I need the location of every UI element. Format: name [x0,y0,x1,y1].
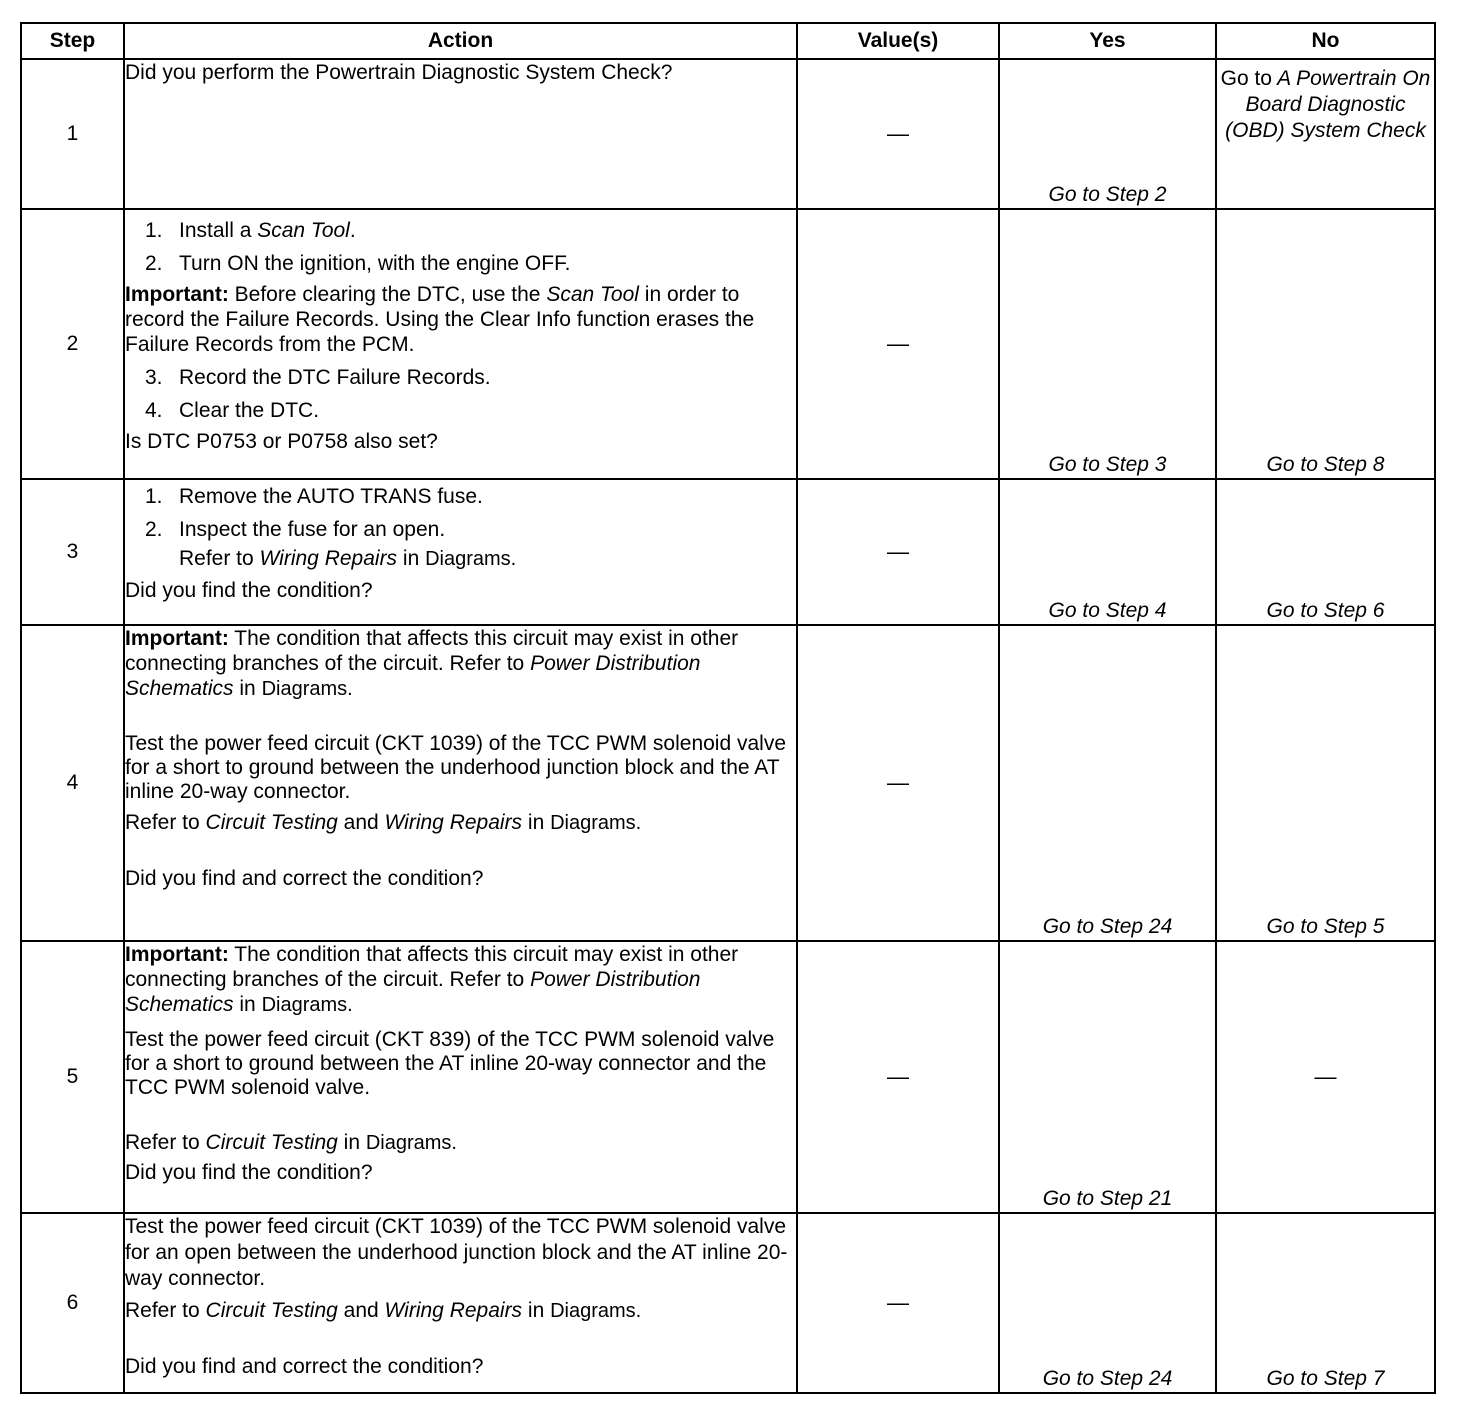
no-link[interactable]: Go to Step 6 [1216,479,1435,625]
value-cell: — [797,59,999,209]
value-cell: — [797,1213,999,1393]
step-number: 1 [21,59,124,209]
question-text: Did you perform the Powertrain Diagnostic System Check? [125,61,673,84]
header-action: Action [124,23,797,59]
step-number: 4 [21,625,124,941]
step-number: 6 [21,1213,124,1393]
no-link[interactable]: Go to Step 7 [1216,1213,1435,1393]
value-cell: — [797,479,999,625]
no-link[interactable]: Go to Step 8 [1216,209,1435,479]
action-cell [124,625,797,941]
header-row [21,23,1435,59]
diagnostic-table [20,22,1436,1394]
refer-text: Refer to Wiring Repairs in Diagrams. [179,547,517,570]
refer-text: Refer to Circuit Testing and Wiring Repairs in Diagrams. [125,1299,642,1322]
yes-link[interactable]: Go to Step 4 [999,479,1216,625]
action-cell [124,1213,797,1393]
list-item: 2. Inspect the fuse for an open. [145,518,446,541]
list-item: 4. Clear the DTC. [145,399,320,422]
action-cell [124,209,797,479]
test-instruction: Test the power feed circuit (CKT 1039) of the TCC PWM solenoid valve for a short to ground between the underhood junction block and the AT inline 20-way connector. [125,732,787,803]
step-number: 5 [21,941,124,1213]
question-text: Is DTC P0753 or P0758 also set? [125,430,438,453]
table-row-step-2 [21,209,1435,479]
important-note: Important: The condition that affects this circuit may exist in other connecting branches of the circuit. Refer to Power Distribution Schematics in Diagrams. [125,627,739,700]
no-link[interactable] [1216,59,1435,209]
header-step: Step [21,23,124,59]
list-item: 3. Record the DTC Failure Records. [145,366,491,389]
action-cell [124,59,797,209]
refer-text: Refer to Circuit Testing and Wiring Repairs in Diagrams. [125,811,642,834]
question-text: Did you find the condition? [125,579,373,602]
header-values: Value(s) [797,23,999,59]
value-cell: — [797,941,999,1213]
yes-link[interactable]: Go to Step 21 [999,941,1216,1213]
test-instruction: Test the power feed circuit (CKT 1039) of the TCC PWM solenoid valve for an open between the underhood junction block and the AT inline 20-way connector. [125,1215,788,1290]
table-row-step-4 [21,625,1435,941]
question-text: Did you find and correct the condition? [125,1355,484,1378]
test-instruction: Test the power feed circuit (CKT 839) of the TCC PWM solenoid valve for a short to ground between the AT inline 20-way connector and the TCC PWM solenoid valve. [125,1028,775,1099]
list-item: 1. Remove the AUTO TRANS fuse. [145,485,483,508]
table-row-step-3 [21,479,1435,625]
value-cell: — [797,209,999,479]
no-link[interactable]: Go to Step 5 [1216,625,1435,941]
no-value: — [1216,941,1435,1213]
no-link-text[interactable]: A Powertrain On Board Diagnostic (OBD) System Check [1225,67,1431,142]
header-no: No [1216,23,1435,59]
yes-link[interactable]: Go to Step 24 [999,1213,1216,1393]
table-row-step-1 [21,59,1435,209]
table-row-step-6 [21,1213,1435,1393]
question-text: Did you find the condition? [125,1161,373,1184]
action-cell [124,479,797,625]
important-note: Important: The condition that affects this circuit may exist in other connecting branches of the circuit. Refer to Power Distribution Schematics in Diagrams. [125,943,739,1016]
important-note: Important: Before clearing the DTC, use the Scan Tool in order to record the Failure Records. Using the Clear Info function erases the Failure Records from the PCM. [125,283,755,356]
yes-link[interactable]: Go to Step 24 [999,625,1216,941]
action-cell [124,941,797,1213]
header-yes: Yes [999,23,1216,59]
refer-text: Refer to Circuit Testing in Diagrams. [125,1131,457,1154]
yes-link[interactable]: Go to Step 3 [999,209,1216,479]
step-number: 2 [21,209,124,479]
yes-link[interactable]: Go to Step 2 [999,59,1216,209]
no-prefix: Go to [1220,67,1272,90]
value-cell: — [797,625,999,941]
list-item: 1. Install a Scan Tool. [145,219,356,242]
step-number: 3 [21,479,124,625]
table-row-step-5 [21,941,1435,1213]
question-text: Did you find and correct the condition? [125,867,484,890]
list-item: 2. Turn ON the ignition, with the engine OFF. [145,252,571,275]
